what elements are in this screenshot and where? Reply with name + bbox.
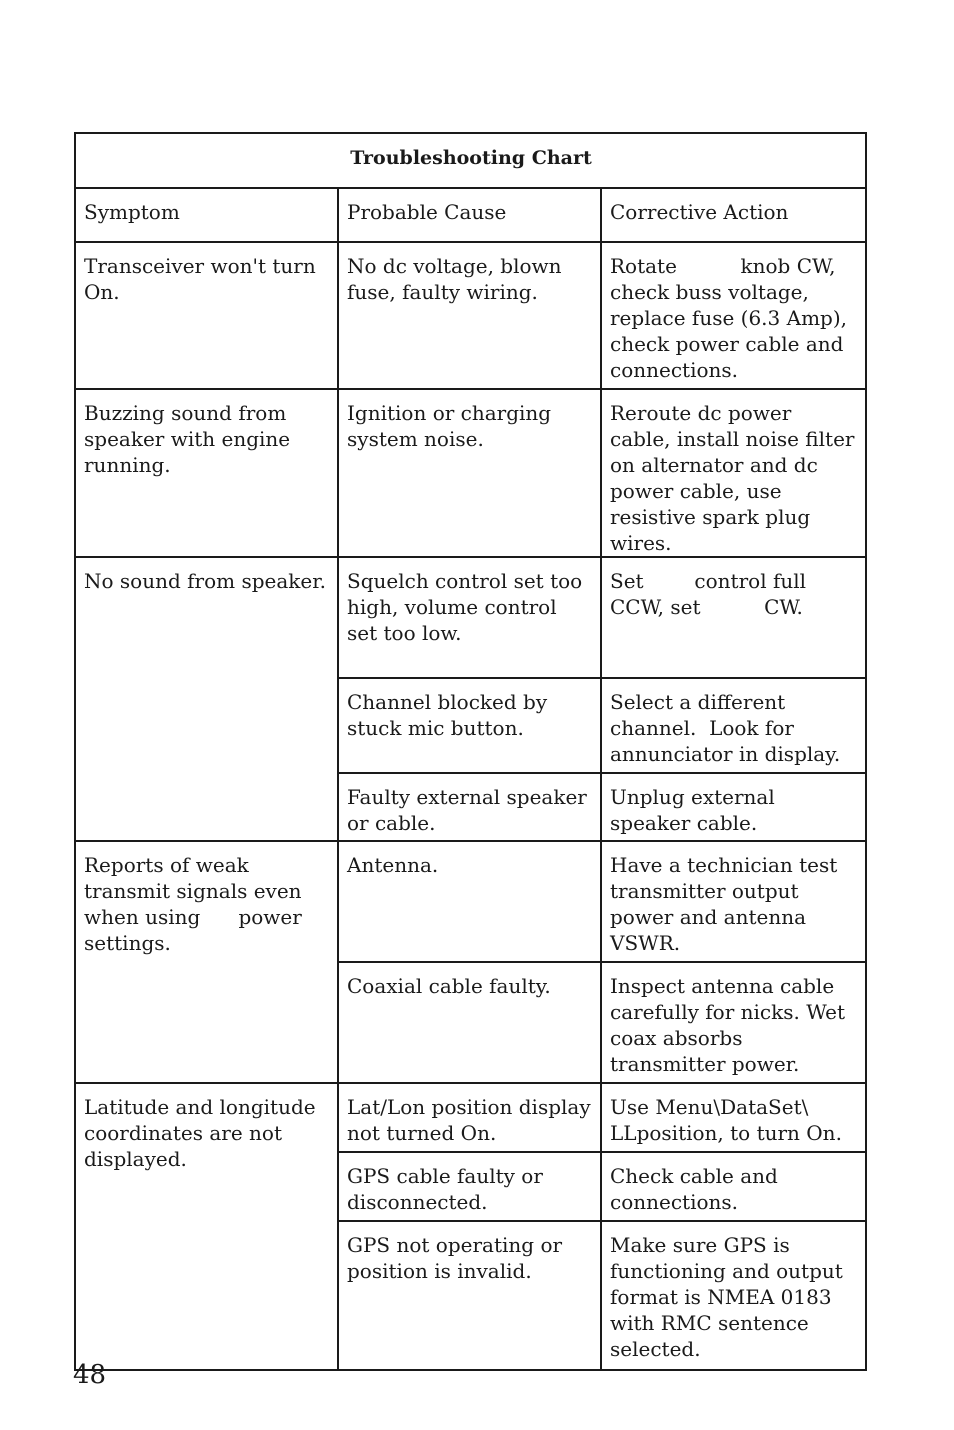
- table-row: [75, 841, 866, 962]
- table-row: [75, 389, 866, 557]
- symptom-cell: Latitude and longitude coordinates are not displayed.: [75, 1083, 338, 1370]
- symptom-cell: Reports of weak transmit signals even when using power settings.: [75, 841, 338, 1083]
- troubleshooting-table: [74, 132, 867, 1371]
- action-cell: Make sure GPS is functioning and output format is NMEA 0183 with RMC sentence selected.: [601, 1221, 866, 1370]
- cause-cell: GPS not operating or position is invalid.: [338, 1221, 601, 1370]
- title-row: [75, 133, 866, 188]
- action-cell: Set control full CCW, set CW.: [601, 557, 866, 678]
- header-corrective-action: Corrective Action: [601, 188, 866, 242]
- table-row: [75, 242, 866, 389]
- cause-cell: Lat/Lon position display not turned On.: [338, 1083, 601, 1152]
- action-cell: Have a technician test transmitter output power and antenna VSWR.: [601, 841, 866, 962]
- chart-title: Troubleshooting Chart: [75, 133, 866, 188]
- symptom-cell: Transceiver won't turn On.: [75, 242, 338, 389]
- header-row: [75, 188, 866, 242]
- symptom-cell: No sound from speaker.: [75, 557, 338, 841]
- action-cell: Select a different channel. Look for annunciator in display.: [601, 678, 866, 773]
- action-cell: Use Menu\DataSet\ LLposition, to turn On.: [601, 1083, 866, 1152]
- action-cell: Unplug external speaker cable.: [601, 773, 866, 841]
- cause-cell: Squelch control set too high, volume control set too low.: [338, 557, 601, 678]
- cause-cell: GPS cable faulty or disconnected.: [338, 1152, 601, 1221]
- header-symptom: Symptom: [75, 188, 338, 242]
- header-probable-cause: Probable Cause: [338, 188, 601, 242]
- action-cell: Rotate knob CW, check buss voltage, replace fuse (6.3 Amp), check power cable and connections.: [601, 242, 866, 389]
- table-row: [75, 1083, 866, 1152]
- cause-cell: Coaxial cable faulty.: [338, 962, 601, 1083]
- action-cell: Inspect antenna cable carefully for nicks. Wet coax absorbs transmitter power.: [601, 962, 866, 1083]
- action-cell: Check cable and connections.: [601, 1152, 866, 1221]
- cause-cell: No dc voltage, blown fuse, faulty wiring.: [338, 242, 601, 389]
- page-number: 48: [73, 1360, 107, 1390]
- cause-cell: Faulty external speaker or cable.: [338, 773, 601, 841]
- action-cell: Reroute dc power cable, install noise filter on alternator and dc power cable, use resistive spark plug wires.: [601, 389, 866, 557]
- table-row: [75, 557, 866, 678]
- symptom-cell: Buzzing sound from speaker with engine running.: [75, 389, 338, 557]
- cause-cell: Antenna.: [338, 841, 601, 962]
- cause-cell: Ignition or charging system noise.: [338, 389, 601, 557]
- cause-cell: Channel blocked by stuck mic button.: [338, 678, 601, 773]
